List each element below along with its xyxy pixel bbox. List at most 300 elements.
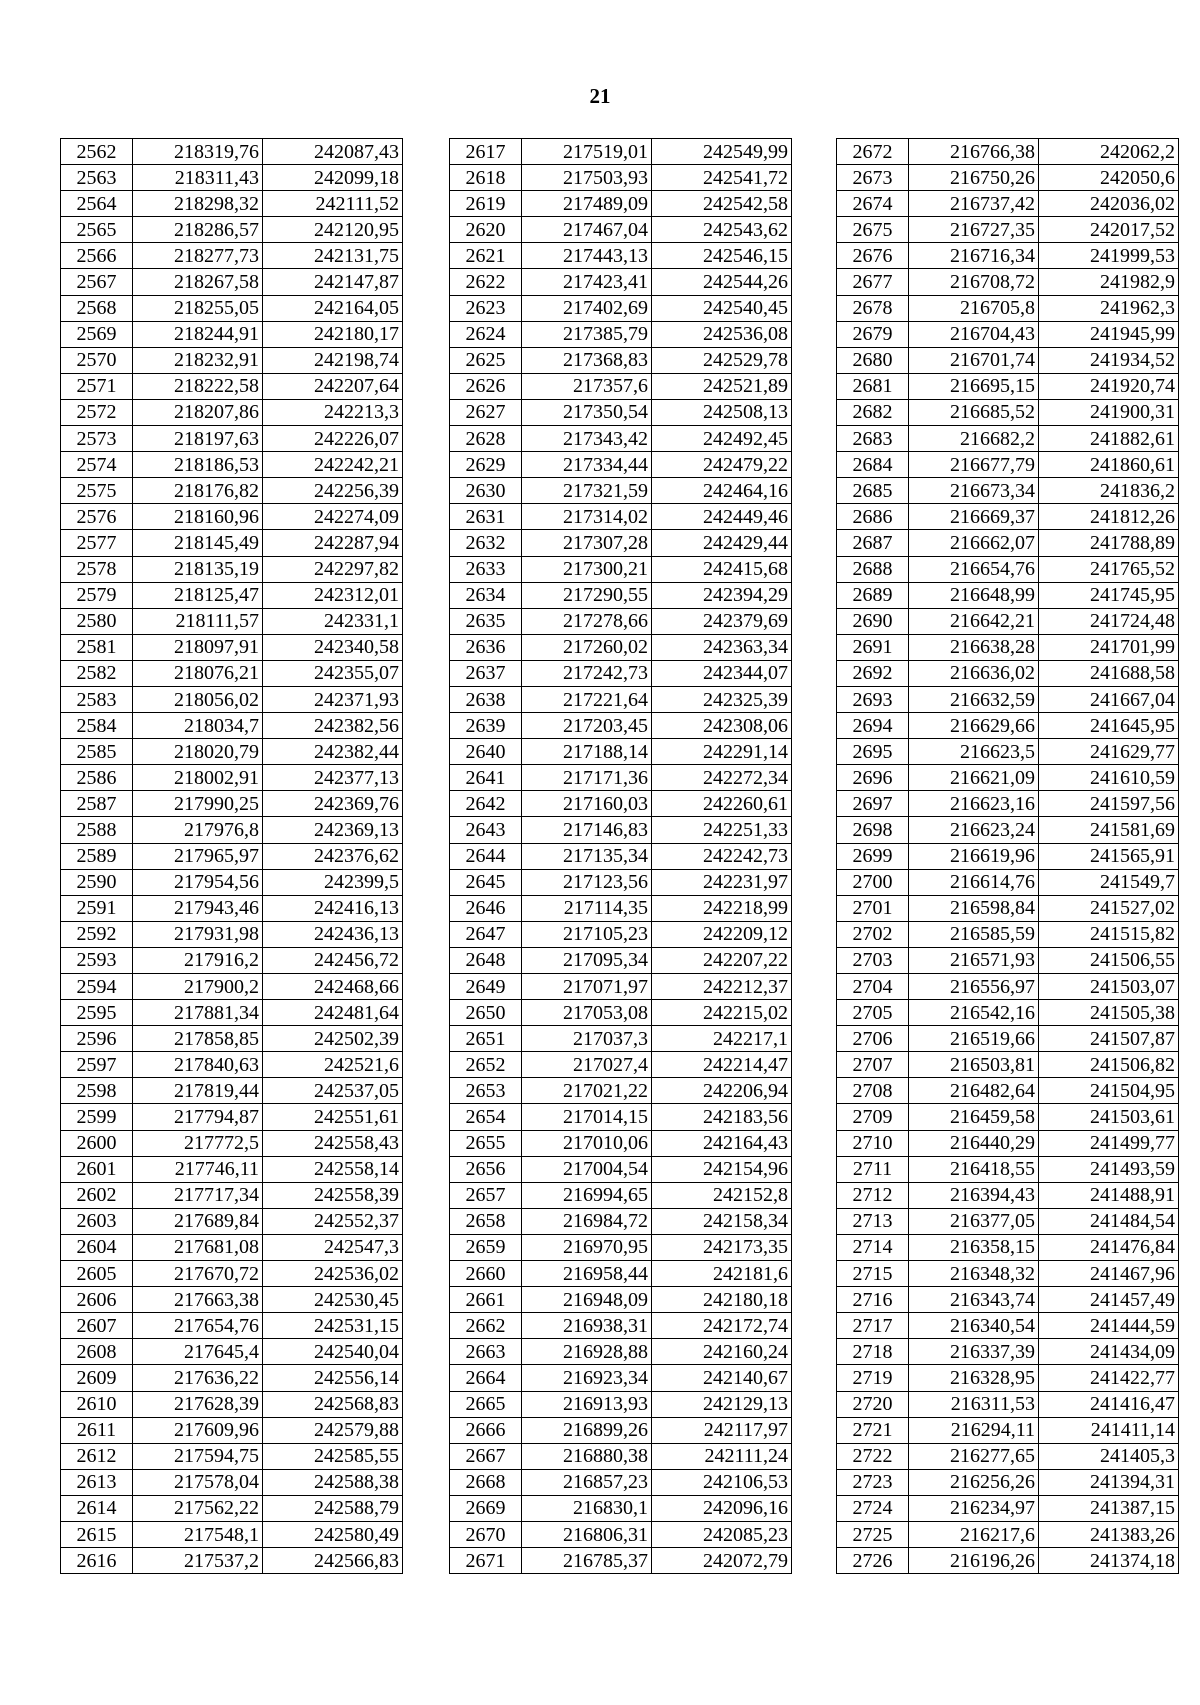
y-coordinate: 242371,93 <box>263 686 403 712</box>
x-coordinate: 216614,76 <box>909 869 1039 895</box>
y-coordinate: 242129,13 <box>652 1391 792 1417</box>
y-coordinate: 242274,09 <box>263 504 403 530</box>
x-coordinate: 217609,96 <box>133 1417 263 1443</box>
table-row <box>450 1026 792 1052</box>
x-coordinate: 217014,15 <box>522 1104 652 1130</box>
y-coordinate: 242449,46 <box>652 504 792 530</box>
point-number: 2711 <box>837 1156 909 1182</box>
x-coordinate: 217402,69 <box>522 295 652 321</box>
point-number: 2697 <box>837 791 909 817</box>
y-coordinate: 242580,49 <box>263 1521 403 1547</box>
table-row <box>450 1078 792 1104</box>
y-coordinate: 242287,94 <box>263 530 403 556</box>
x-coordinate: 217095,34 <box>522 947 652 973</box>
point-number: 2676 <box>837 243 909 269</box>
table-row <box>450 1443 792 1469</box>
table-row <box>837 1443 1179 1469</box>
x-coordinate: 216328,95 <box>909 1365 1039 1391</box>
y-coordinate: 242154,96 <box>652 1156 792 1182</box>
table-row <box>450 1548 792 1574</box>
point-number: 2581 <box>61 634 133 660</box>
point-number: 2713 <box>837 1208 909 1234</box>
point-number: 2671 <box>450 1548 522 1574</box>
table-row <box>450 191 792 217</box>
x-coordinate: 217160,03 <box>522 791 652 817</box>
x-coordinate: 216394,43 <box>909 1182 1039 1208</box>
point-number: 2648 <box>450 947 522 973</box>
point-number: 2654 <box>450 1104 522 1130</box>
point-number: 2696 <box>837 765 909 791</box>
table-row <box>837 791 1179 817</box>
y-coordinate: 242377,13 <box>263 765 403 791</box>
x-coordinate: 217221,64 <box>522 686 652 712</box>
x-coordinate: 218076,21 <box>133 660 263 686</box>
table-row <box>61 974 403 1000</box>
x-coordinate: 217334,44 <box>522 452 652 478</box>
x-coordinate: 217858,85 <box>133 1026 263 1052</box>
table-row <box>837 1026 1179 1052</box>
x-coordinate: 218232,91 <box>133 347 263 373</box>
x-coordinate: 217343,42 <box>522 426 652 452</box>
point-number: 2647 <box>450 921 522 947</box>
y-coordinate: 242588,38 <box>263 1469 403 1495</box>
table-row <box>450 478 792 504</box>
x-coordinate: 218244,91 <box>133 321 263 347</box>
table-row <box>837 817 1179 843</box>
point-number: 2582 <box>61 660 133 686</box>
table-row <box>61 634 403 660</box>
point-number: 2605 <box>61 1261 133 1287</box>
x-coordinate: 217027,4 <box>522 1052 652 1078</box>
point-number: 2602 <box>61 1182 133 1208</box>
y-coordinate: 242242,73 <box>652 843 792 869</box>
table-row <box>837 1104 1179 1130</box>
point-number: 2576 <box>61 504 133 530</box>
y-coordinate: 241860,61 <box>1039 452 1179 478</box>
point-number: 2575 <box>61 478 133 504</box>
x-coordinate: 217242,73 <box>522 660 652 686</box>
x-coordinate: 217931,98 <box>133 921 263 947</box>
table-row <box>61 1261 403 1287</box>
y-coordinate: 242481,64 <box>263 1000 403 1026</box>
point-number: 2673 <box>837 165 909 191</box>
table-row <box>450 660 792 686</box>
x-coordinate: 217467,04 <box>522 217 652 243</box>
point-number: 2625 <box>450 347 522 373</box>
x-coordinate: 216234,97 <box>909 1495 1039 1521</box>
x-coordinate: 217123,56 <box>522 869 652 895</box>
y-coordinate: 242556,14 <box>263 1365 403 1391</box>
y-coordinate: 242416,13 <box>263 895 403 921</box>
y-coordinate: 241920,74 <box>1039 373 1179 399</box>
table-row <box>61 452 403 478</box>
table-row <box>837 634 1179 660</box>
x-coordinate: 217594,75 <box>133 1443 263 1469</box>
x-coordinate: 216623,5 <box>909 739 1039 765</box>
table-row <box>837 321 1179 347</box>
point-number: 2635 <box>450 608 522 634</box>
y-coordinate: 242308,06 <box>652 713 792 739</box>
y-coordinate: 242549,99 <box>652 139 792 165</box>
x-coordinate: 217053,08 <box>522 1000 652 1026</box>
point-number: 2573 <box>61 426 133 452</box>
point-number: 2716 <box>837 1287 909 1313</box>
y-coordinate: 242540,04 <box>263 1339 403 1365</box>
point-number: 2657 <box>450 1182 522 1208</box>
point-number: 2607 <box>61 1313 133 1339</box>
y-coordinate: 242363,34 <box>652 634 792 660</box>
point-number: 2570 <box>61 347 133 373</box>
table-row <box>837 165 1179 191</box>
point-number: 2566 <box>61 243 133 269</box>
y-coordinate: 242260,61 <box>652 791 792 817</box>
x-coordinate: 218034,7 <box>133 713 263 739</box>
table-row <box>837 686 1179 712</box>
table-row <box>837 895 1179 921</box>
point-number: 2722 <box>837 1443 909 1469</box>
y-coordinate: 241645,95 <box>1039 713 1179 739</box>
point-number: 2699 <box>837 843 909 869</box>
table-row <box>61 1130 403 1156</box>
point-number: 2632 <box>450 530 522 556</box>
x-coordinate: 216629,66 <box>909 713 1039 739</box>
x-coordinate: 217037,3 <box>522 1026 652 1052</box>
y-coordinate: 241504,95 <box>1039 1078 1179 1104</box>
x-coordinate: 217300,21 <box>522 556 652 582</box>
table-row <box>61 1417 403 1443</box>
table-row <box>61 1469 403 1495</box>
table-row <box>450 1339 792 1365</box>
table-row <box>61 947 403 973</box>
y-coordinate: 241394,31 <box>1039 1469 1179 1495</box>
point-number: 2637 <box>450 660 522 686</box>
point-number: 2718 <box>837 1339 909 1365</box>
point-number: 2664 <box>450 1365 522 1391</box>
y-coordinate: 241506,55 <box>1039 947 1179 973</box>
table-row <box>61 582 403 608</box>
y-coordinate: 241812,26 <box>1039 504 1179 530</box>
table-row <box>450 295 792 321</box>
point-number: 2597 <box>61 1052 133 1078</box>
point-number: 2562 <box>61 139 133 165</box>
x-coordinate: 217135,34 <box>522 843 652 869</box>
x-coordinate: 216636,02 <box>909 660 1039 686</box>
point-number: 2585 <box>61 739 133 765</box>
y-coordinate: 242340,58 <box>263 634 403 660</box>
y-coordinate: 241434,09 <box>1039 1339 1179 1365</box>
point-number: 2643 <box>450 817 522 843</box>
y-coordinate: 242215,02 <box>652 1000 792 1026</box>
y-coordinate: 241411,14 <box>1039 1417 1179 1443</box>
x-coordinate: 218319,76 <box>133 139 263 165</box>
table-row <box>61 1443 403 1469</box>
coordinate-table-1 <box>60 138 403 1574</box>
point-number: 2703 <box>837 947 909 973</box>
point-number: 2680 <box>837 347 909 373</box>
y-coordinate: 242529,78 <box>652 347 792 373</box>
table-row <box>61 1548 403 1574</box>
y-coordinate: 242558,43 <box>263 1130 403 1156</box>
point-number: 2611 <box>61 1417 133 1443</box>
point-number: 2678 <box>837 295 909 321</box>
point-number: 2631 <box>450 504 522 530</box>
x-coordinate: 216623,16 <box>909 791 1039 817</box>
table-row <box>450 1417 792 1443</box>
x-coordinate: 217489,09 <box>522 191 652 217</box>
y-coordinate: 242536,02 <box>263 1261 403 1287</box>
point-number: 2712 <box>837 1182 909 1208</box>
table-row <box>450 686 792 712</box>
page-number: 21 <box>589 84 611 108</box>
y-coordinate: 242111,24 <box>652 1443 792 1469</box>
x-coordinate: 216340,54 <box>909 1313 1039 1339</box>
y-coordinate: 241515,82 <box>1039 921 1179 947</box>
x-coordinate: 216542,16 <box>909 1000 1039 1026</box>
x-coordinate: 218311,43 <box>133 165 263 191</box>
x-coordinate: 216217,6 <box>909 1521 1039 1547</box>
point-number: 2642 <box>450 791 522 817</box>
x-coordinate: 217203,45 <box>522 713 652 739</box>
table-row <box>61 139 403 165</box>
x-coordinate: 216669,37 <box>909 504 1039 530</box>
table-row <box>450 269 792 295</box>
x-coordinate: 217670,72 <box>133 1261 263 1287</box>
y-coordinate: 241900,31 <box>1039 399 1179 425</box>
table-row <box>61 1234 403 1260</box>
x-coordinate: 216766,38 <box>909 139 1039 165</box>
table-row <box>61 1000 403 1026</box>
table-row <box>837 947 1179 973</box>
table-row <box>837 869 1179 895</box>
point-number: 2660 <box>450 1261 522 1287</box>
y-coordinate: 242072,79 <box>652 1548 792 1574</box>
x-coordinate: 218222,58 <box>133 373 263 399</box>
table-row <box>837 399 1179 425</box>
point-number: 2613 <box>61 1469 133 1495</box>
y-coordinate: 242415,68 <box>652 556 792 582</box>
table-row <box>837 1182 1179 1208</box>
point-number: 2628 <box>450 426 522 452</box>
point-number: 2639 <box>450 713 522 739</box>
table-row <box>837 1313 1179 1339</box>
point-number: 2590 <box>61 869 133 895</box>
y-coordinate: 242537,05 <box>263 1078 403 1104</box>
y-coordinate: 242217,1 <box>652 1026 792 1052</box>
table-row <box>450 321 792 347</box>
table-row <box>450 530 792 556</box>
x-coordinate: 216623,24 <box>909 817 1039 843</box>
table-row <box>837 1052 1179 1078</box>
y-coordinate: 242369,13 <box>263 817 403 843</box>
point-number: 2726 <box>837 1548 909 1574</box>
x-coordinate: 216701,74 <box>909 347 1039 373</box>
point-number: 2687 <box>837 530 909 556</box>
x-coordinate: 216585,59 <box>909 921 1039 947</box>
y-coordinate: 242588,79 <box>263 1495 403 1521</box>
y-coordinate: 242531,15 <box>263 1313 403 1339</box>
x-coordinate: 217307,28 <box>522 530 652 556</box>
y-coordinate: 242106,53 <box>652 1469 792 1495</box>
x-coordinate: 216880,38 <box>522 1443 652 1469</box>
x-coordinate: 217681,08 <box>133 1234 263 1260</box>
point-number: 2638 <box>450 686 522 712</box>
table-row <box>837 739 1179 765</box>
table-row <box>61 817 403 843</box>
y-coordinate: 242436,13 <box>263 921 403 947</box>
point-number: 2653 <box>450 1078 522 1104</box>
point-number: 2682 <box>837 399 909 425</box>
y-coordinate: 242399,5 <box>263 869 403 895</box>
y-coordinate: 241788,89 <box>1039 530 1179 556</box>
y-coordinate: 241565,91 <box>1039 843 1179 869</box>
x-coordinate: 218277,73 <box>133 243 263 269</box>
table-row <box>450 504 792 530</box>
point-number: 2567 <box>61 269 133 295</box>
point-number: 2606 <box>61 1287 133 1313</box>
table-row <box>450 399 792 425</box>
y-coordinate: 242547,3 <box>263 1234 403 1260</box>
table-row <box>837 1261 1179 1287</box>
table-row <box>61 765 403 791</box>
x-coordinate: 217260,02 <box>522 634 652 660</box>
y-coordinate: 242331,1 <box>263 608 403 634</box>
point-number: 2633 <box>450 556 522 582</box>
y-coordinate: 241444,59 <box>1039 1313 1179 1339</box>
point-number: 2723 <box>837 1469 909 1495</box>
x-coordinate: 217746,11 <box>133 1156 263 1182</box>
x-coordinate: 217314,02 <box>522 504 652 530</box>
y-coordinate: 242050,6 <box>1039 165 1179 191</box>
x-coordinate: 216621,09 <box>909 765 1039 791</box>
point-number: 2622 <box>450 269 522 295</box>
point-number: 2689 <box>837 582 909 608</box>
y-coordinate: 242164,05 <box>263 295 403 321</box>
x-coordinate: 218135,19 <box>133 556 263 582</box>
y-coordinate: 242183,56 <box>652 1104 792 1130</box>
table-row <box>61 1078 403 1104</box>
y-coordinate: 241982,9 <box>1039 269 1179 295</box>
y-coordinate: 241724,48 <box>1039 608 1179 634</box>
y-coordinate: 241488,91 <box>1039 1182 1179 1208</box>
y-coordinate: 242099,18 <box>263 165 403 191</box>
table-row <box>61 373 403 399</box>
y-coordinate: 241527,02 <box>1039 895 1179 921</box>
y-coordinate: 242251,33 <box>652 817 792 843</box>
table-row <box>450 426 792 452</box>
y-coordinate: 242508,13 <box>652 399 792 425</box>
point-number: 2618 <box>450 165 522 191</box>
x-coordinate: 217636,22 <box>133 1365 263 1391</box>
y-coordinate: 242468,66 <box>263 974 403 1000</box>
point-number: 2616 <box>61 1548 133 1574</box>
y-coordinate: 241476,84 <box>1039 1234 1179 1260</box>
point-number: 2714 <box>837 1234 909 1260</box>
table-row <box>61 1156 403 1182</box>
y-coordinate: 242256,39 <box>263 478 403 504</box>
y-coordinate: 242111,52 <box>263 191 403 217</box>
x-coordinate: 216923,34 <box>522 1365 652 1391</box>
x-coordinate: 216654,76 <box>909 556 1039 582</box>
table-row <box>837 843 1179 869</box>
x-coordinate: 216598,84 <box>909 895 1039 921</box>
x-coordinate: 217278,66 <box>522 608 652 634</box>
y-coordinate: 242521,89 <box>652 373 792 399</box>
table-row <box>450 556 792 582</box>
x-coordinate: 217645,4 <box>133 1339 263 1365</box>
y-coordinate: 242140,67 <box>652 1365 792 1391</box>
y-coordinate: 242376,62 <box>263 843 403 869</box>
x-coordinate: 217965,97 <box>133 843 263 869</box>
y-coordinate: 242213,3 <box>263 399 403 425</box>
point-number: 2588 <box>61 817 133 843</box>
point-number: 2596 <box>61 1026 133 1052</box>
x-coordinate: 217357,6 <box>522 373 652 399</box>
point-number: 2580 <box>61 608 133 634</box>
y-coordinate: 241484,54 <box>1039 1208 1179 1234</box>
x-coordinate: 218267,58 <box>133 269 263 295</box>
table-row <box>450 373 792 399</box>
y-coordinate: 241387,15 <box>1039 1495 1179 1521</box>
table-row <box>837 1208 1179 1234</box>
y-coordinate: 242325,39 <box>652 686 792 712</box>
y-coordinate: 242062,2 <box>1039 139 1179 165</box>
y-coordinate: 241374,18 <box>1039 1548 1179 1574</box>
y-coordinate: 241505,38 <box>1039 1000 1179 1026</box>
point-number: 2565 <box>61 217 133 243</box>
point-number: 2668 <box>450 1469 522 1495</box>
point-number: 2579 <box>61 582 133 608</box>
table-row <box>61 608 403 634</box>
y-coordinate: 241610,59 <box>1039 765 1179 791</box>
x-coordinate: 217423,41 <box>522 269 652 295</box>
point-number: 2617 <box>450 139 522 165</box>
table-row <box>61 739 403 765</box>
y-coordinate: 242214,47 <box>652 1052 792 1078</box>
y-coordinate: 242369,76 <box>263 791 403 817</box>
x-coordinate: 218176,82 <box>133 478 263 504</box>
point-number: 2645 <box>450 869 522 895</box>
x-coordinate: 216958,44 <box>522 1261 652 1287</box>
table-row <box>837 504 1179 530</box>
table-row <box>61 243 403 269</box>
point-number: 2615 <box>61 1521 133 1547</box>
x-coordinate: 217819,44 <box>133 1078 263 1104</box>
point-number: 2574 <box>61 452 133 478</box>
point-number: 2626 <box>450 373 522 399</box>
y-coordinate: 242017,52 <box>1039 217 1179 243</box>
x-coordinate: 216984,72 <box>522 1208 652 1234</box>
point-number: 2656 <box>450 1156 522 1182</box>
x-coordinate: 216662,07 <box>909 530 1039 556</box>
point-number: 2646 <box>450 895 522 921</box>
point-number: 2634 <box>450 582 522 608</box>
table-row <box>837 921 1179 947</box>
x-coordinate: 218097,91 <box>133 634 263 660</box>
table-row <box>450 1156 792 1182</box>
table-row <box>837 1078 1179 1104</box>
y-coordinate: 242379,69 <box>652 608 792 634</box>
y-coordinate: 241999,53 <box>1039 243 1179 269</box>
table-row <box>61 713 403 739</box>
y-coordinate: 242207,64 <box>263 373 403 399</box>
x-coordinate: 216899,26 <box>522 1417 652 1443</box>
point-number: 2608 <box>61 1339 133 1365</box>
x-coordinate: 216928,88 <box>522 1339 652 1365</box>
point-number: 2708 <box>837 1078 909 1104</box>
x-coordinate: 217548,1 <box>133 1521 263 1547</box>
x-coordinate: 216277,65 <box>909 1443 1039 1469</box>
point-number: 2686 <box>837 504 909 530</box>
